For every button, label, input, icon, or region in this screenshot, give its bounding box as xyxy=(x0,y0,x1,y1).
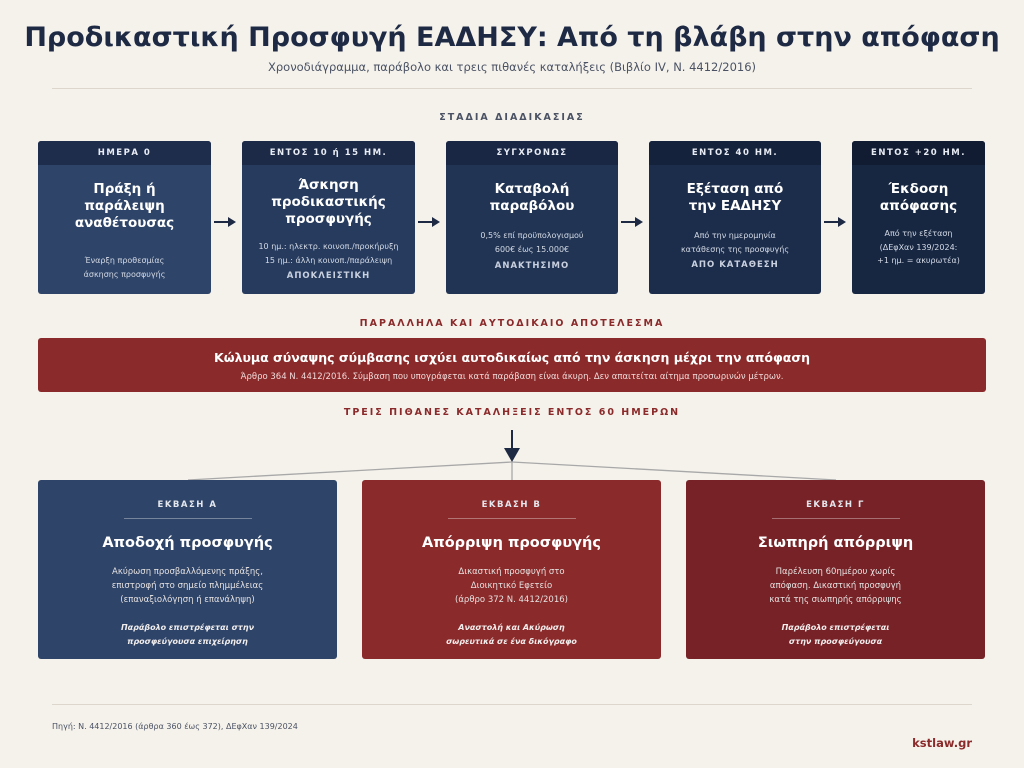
stage-desc: Από την εξέταση (ΔΕφΧαν 139/2024: +1 ημ. = ακυρωτέα) xyxy=(877,229,960,265)
banner-title: Κώλυμα σύναψης σύμβασης ισχύει αυτοδικαίως από την άσκηση μέχρι την απόφαση xyxy=(214,350,810,365)
outcome-desc: Δικαστική προσφυγή στο Διοικητικό Εφετείο (άρθρο 372 Ν. 4412/2016) xyxy=(455,567,568,605)
stages-section-label: ΣΤΑΔΙΑ ΔΙΑΔΙΚΑΣΙΑΣ xyxy=(439,112,585,123)
outcomes-section-label: ΤΡΕΙΣ ΠΙΘΑΝΕΣ ΚΑΤΑΛΗΞΕΙΣ ΕΝΤΟΣ 60 ΗΜΕΡΩΝ xyxy=(343,407,681,418)
stage-desc: Έναρξη προθεσμίας άσκησης προσφυγής xyxy=(83,256,166,279)
stage-card-fee xyxy=(446,141,618,294)
outcome-label: ΕΚΒΑΣΗ Γ xyxy=(806,500,865,510)
outcome-card-c xyxy=(686,480,985,659)
stage-body xyxy=(242,165,415,281)
stage-body xyxy=(852,165,985,268)
stage-head: ΗΜΕΡΑ 0 xyxy=(38,141,211,165)
stage-head: ΕΝΤΟΣ +20 ΗΜ. xyxy=(852,141,985,165)
outcome-note: Παράβολο επιστρέφεται στην προσφεύγουσα xyxy=(781,623,890,646)
outcome-desc: Ακύρωση προσβαλλόμενης πράξης, επιστροφή στο σημείο πλημμέλειας (επαναξιολόγηση ή επανάληψη) xyxy=(111,567,264,605)
stage-desc: Από την ημερομηνία κατάθεσης της προσφυγής xyxy=(680,231,790,254)
outcome-title: Αποδοχή προσφυγής xyxy=(102,535,273,551)
parallel-section-label: ΠΑΡΑΛΛΗΛΑ ΚΑΙ ΑΥΤΟΔΙΚΑΙΟ ΑΠΟΤΕΛΕΣΜΑ xyxy=(359,318,665,329)
stage-tag: ΑΠΟΚΛΕΙΣΤΙΚΗ xyxy=(286,271,371,281)
outcome-card-a xyxy=(38,480,337,659)
arrow-down-icon xyxy=(504,448,520,462)
stage-title: Εξέταση από την ΕΑΔΗΣΥ xyxy=(686,181,784,214)
arrow-right-icon xyxy=(621,212,643,222)
standstill-banner xyxy=(38,338,986,392)
outcome-title: Απόρριψη προσφυγής xyxy=(422,535,601,551)
outcome-divider xyxy=(124,518,252,519)
arrow-right-icon xyxy=(824,212,846,222)
stage-tag: ΑΝΑΚΤΗΣΙΜΟ xyxy=(494,261,570,271)
stage-card-decision xyxy=(852,141,985,294)
banner-desc: Άρθρο 364 Ν. 4412/2016. Σύμβαση που υπογράφεται κατά παράβαση είναι άκυρη. Δεν απαιτείται αίτημα προσωρινών μέτρων. xyxy=(240,372,784,382)
stage-title: Έκδοση απόφασης xyxy=(879,181,958,214)
stage-body xyxy=(446,165,618,271)
connector-line-right xyxy=(512,462,836,480)
stage-title: Άσκηση προδικαστικής προσφυγής xyxy=(271,177,386,227)
outcome-desc: Παρέλευση 60ημέρου χωρίς απόφαση. Δικαστική προσφυγή κατά της σιωπηρής απόρριψης xyxy=(769,567,902,605)
stage-head: ΕΝΤΟΣ 10 ή 15 ΗΜ. xyxy=(242,141,415,165)
stage-card-review xyxy=(649,141,821,294)
outcome-note: Αναστολή και Ακύρωση σωρευτικά σε ένα δικόγραφο xyxy=(446,623,577,646)
outcome-divider xyxy=(772,518,900,519)
arrow-right-icon xyxy=(214,212,236,222)
stage-title: Καταβολή παραβόλου xyxy=(489,181,575,214)
stage-desc: 10 ημ.: ηλεκτρ. κοινοπ./προκήρυξη 15 ημ.: άλλη κοινοπ./παράλειψη xyxy=(258,242,399,265)
footer-brand-link[interactable]: kstlaw.gr xyxy=(912,736,972,750)
outcome-card-b xyxy=(362,480,661,659)
stage-card-appeal xyxy=(242,141,415,294)
arrow-right-icon xyxy=(418,212,440,222)
stage-desc: 0,5% επί προϋπολογισμού 600€ έως 15.000€ xyxy=(480,231,584,254)
stage-body xyxy=(38,165,211,281)
outcome-label: ΕΚΒΑΣΗ Α xyxy=(157,500,218,510)
stage-title: Πράξη ή παράλειψη αναθέτουσας xyxy=(74,181,175,231)
stage-card-day0 xyxy=(38,141,211,294)
page-subtitle: Χρονοδιάγραμμα, παράβολο και τρεις πιθανές καταλήξεις (Βιβλίο IV, Ν. 4412/2016) xyxy=(267,60,757,74)
page-title: Προδικαστική Προσφυγή ΕΑΔΗΣΥ: Από τη βλάβη στην απόφαση xyxy=(24,22,1000,53)
outcome-label: ΕΚΒΑΣΗ Β xyxy=(481,500,542,510)
stage-head: ΣΥΓΧΡΟΝΩΣ xyxy=(446,141,618,165)
stage-head: ΕΝΤΟΣ 40 ΗΜ. xyxy=(649,141,821,165)
stage-body xyxy=(649,165,821,270)
bottom-divider xyxy=(52,704,972,705)
stage-tag: ΑΠΟ ΚΑΤΑΘΕΣΗ xyxy=(691,260,779,270)
footer-source: Πηγή: Ν. 4412/2016 (άρθρα 360 έως 372), ΔΕφΧαν 139/2024 xyxy=(52,722,298,731)
outcome-title: Σιωπηρή απόρριψη xyxy=(757,535,914,551)
connector-line-left xyxy=(188,462,512,480)
top-divider xyxy=(52,88,972,89)
outcome-connectors xyxy=(0,425,1024,485)
outcome-note: Παράβολο επιστρέφεται στην προσφεύγουσα επιχείρηση xyxy=(120,623,255,646)
outcome-divider xyxy=(448,518,576,519)
